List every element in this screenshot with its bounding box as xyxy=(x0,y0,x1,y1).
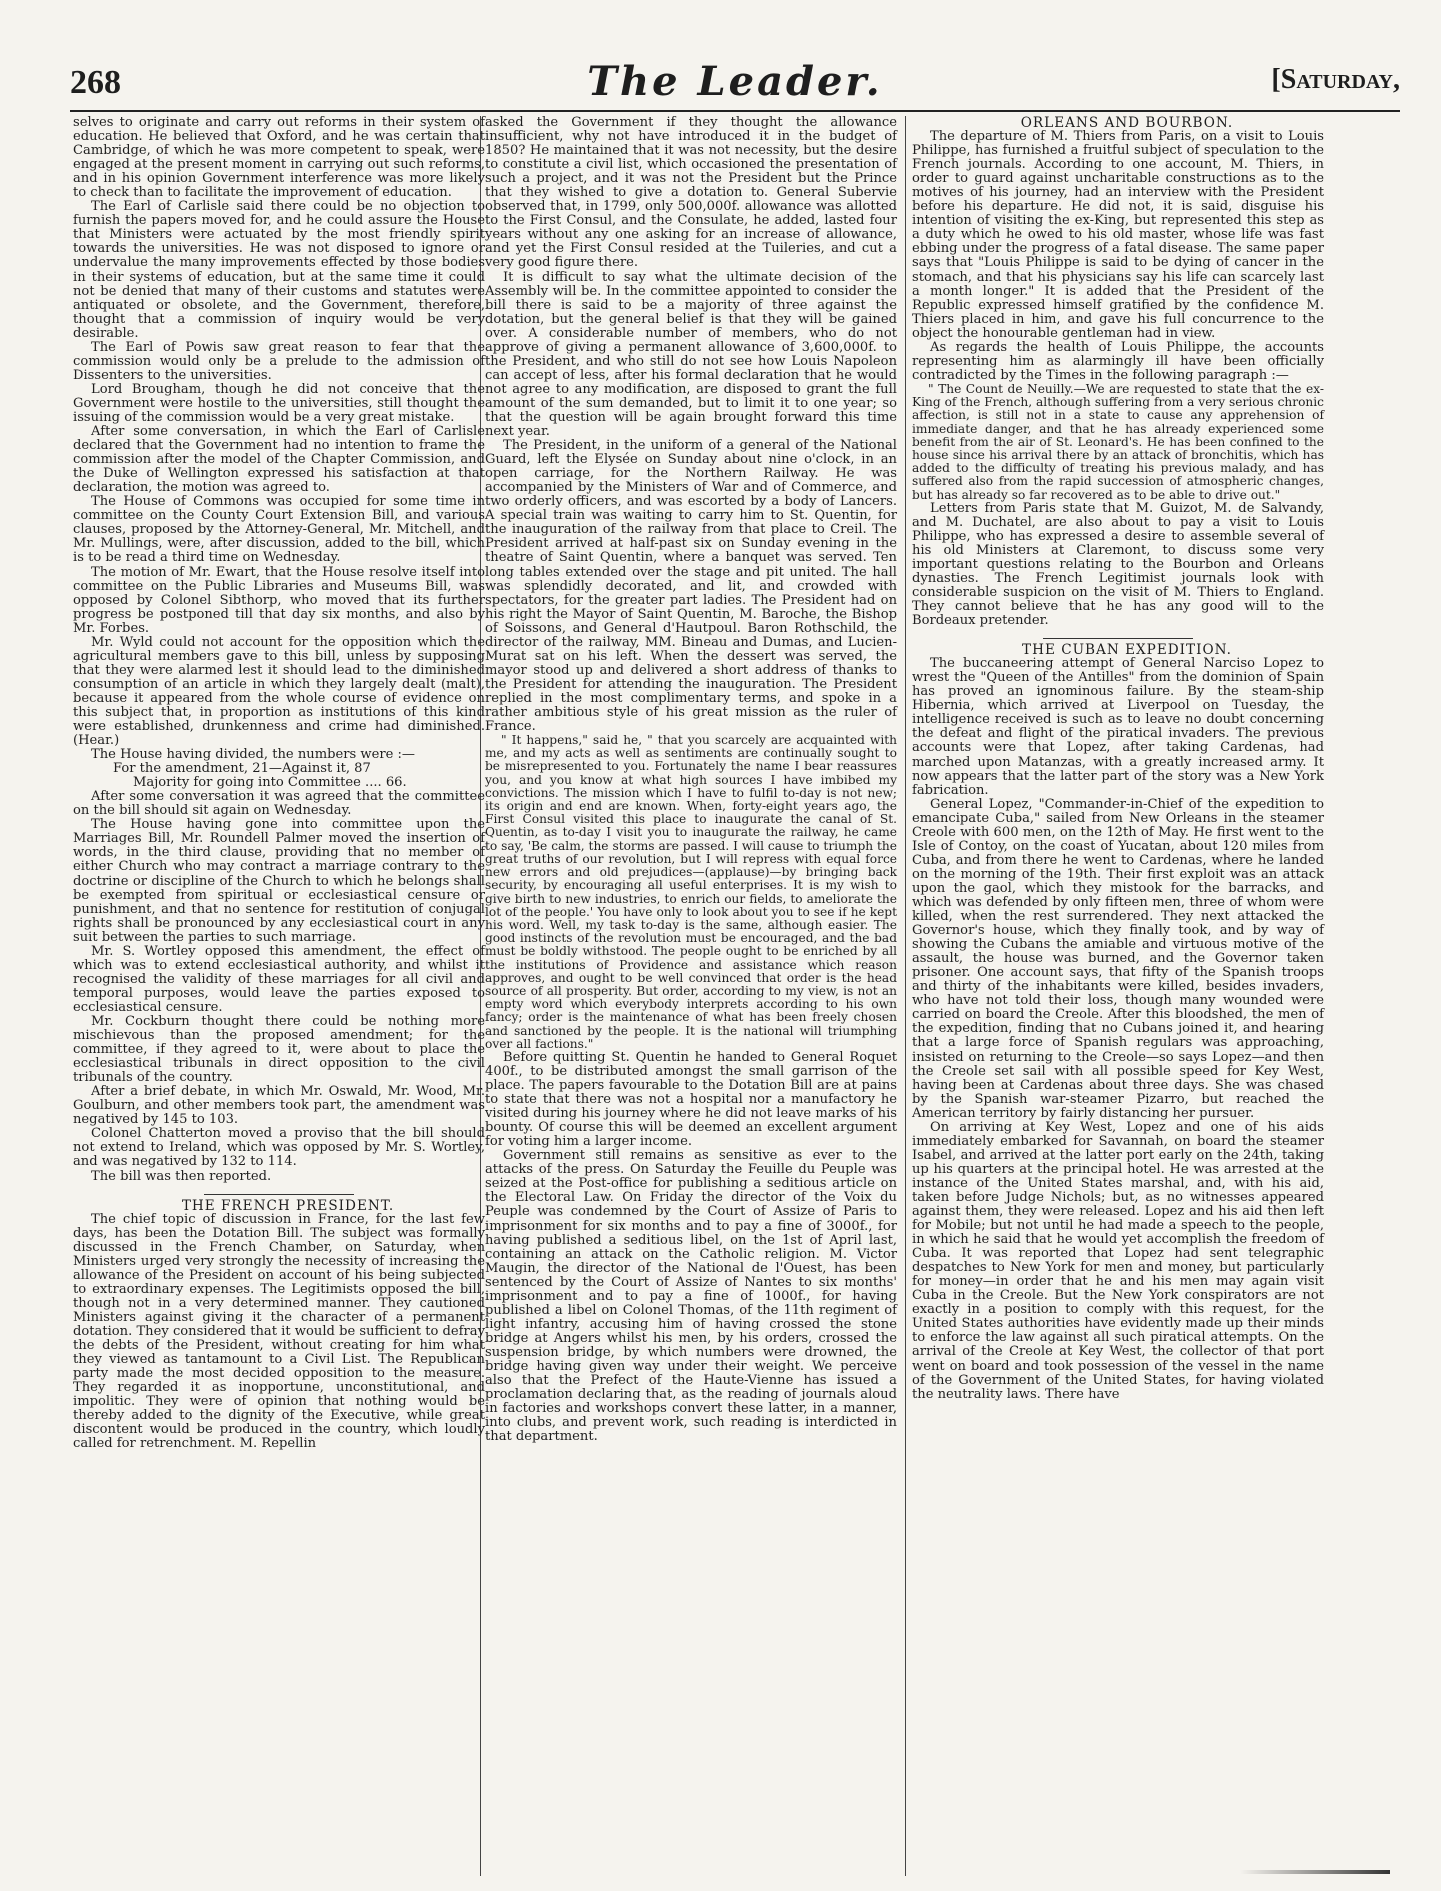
paragraph: On arriving at Key West, Lopez and one of his aids immediately embarked for Savannah, on board the steamer Isabel, and arrived at the latter port early on the 24th, taking up his quarters at the principal hotel. He was arrested at the instance of the United States marshal, and, with his aid, taken before Judge Nichols; but, as no witnesses appeared against them, they were released. Lopez and his aid then left for Mobile; but not until he had made a speech to the people, in which he said that he would yet accomplish the freedom of Cuba. It was reported that Lopez had sent telegraphic despatches to New York for men and money, but particularly for money—in order that he and his men may again visit Cuba in the Creole. But the New York conspirators are not exactly in a position to comply with this request, for the United States authorities have evidently made up their minds to enforce the law against all such piratical attempts. On the arrival of the Creole at Key West, the collector of that port went on board and took possession of the vessel in the name of the Government of the United States, for having violated the neutrality laws. There have xyxy=(912,1119,1324,1402)
paragraph: Mr. S. Wortley opposed this amendment, the effect of which was to extend ecclesiastical authority, and whilst it recognised the validity of these marriages for all civil and temporal purposes, would leave the parties exposed to ecclesiastical censure. xyxy=(73,943,485,1015)
masthead-title: The Leader. xyxy=(587,58,883,105)
paragraph: General Lopez, "Commander-in-Chief of the expedition to emancipate Cuba," sailed from New Orleans in the steamer Creole with 600 men, on the 12th of May. He first went to the Isle of Contoy, on the coast of Yucatan, about 120 miles from Cuba, and from there he went to Cardenas, where he landed on the morning of the 19th. Their first exploit was an attack upon the gaol, which they mistook for the barracks, and which was defended by only fifteen men, three of whom were killed, when the rest surrendered. They next attacked the Governor's house, which they finally took, and by way of showing the Cubans the amiable and virtuous motive of the assault, the house was burned, and the Governor taken prisoner. One account says, that fifty of the Spanish troops and thirty of the inhabitants were killed, besides invaders, who have not told their loss, though many wounded were carried on board the Creole. After this bloodshed, the men of the expedition, finding that no Cubans joined it, and hearing that a large force of Spanish regulars was approaching, insisted on returning to the Creole—so says Lopez—and then the Creole set sail with all possible speed for Key West, having been at Cardenas about three days. She was chased by the Spanish war-steamer Pizarro, but reached the American territory by fairly distancing her pursuer. xyxy=(912,796,1324,1121)
page-header xyxy=(70,58,1400,106)
column-1 xyxy=(73,116,485,1451)
paragraph: The departure of M. Thiers from Paris, on a visit to Louis Philippe, has furnished a fruitful subject of speculation to the French journals. According to one account, M. Thiers, in order to guard against uncharitable constructions as to the motives of his journey, had an interview with the President before his departure. He did not, it is said, disguise his intention of visiting the ex-King, but represented this step as a duty which he owed to his old master, whose life was fast ebbing under the progress of a fatal disease. The same paper says that "Louis Philippe is said to be dying of cancer in the stomach, and that his physicians say his life can scarcely last a month longer." It is added that the President of the Republic expressed himself gratified by the confidence M. Thiers placed in him, and gave his full concurrence to the object the honourable gentleman had in view. xyxy=(912,129,1324,341)
paragraph: The House of Commons was occupied for some time in committee on the County Court Extension Bill, and various clauses, proposed by the Attorney-General, Mr. Mitchell, and Mr. Mullings, were, after discussion, added to the bill, which is to be read a third time on Wednesday. xyxy=(73,494,485,566)
section-title: ORLEANS AND BOURBON. xyxy=(1020,115,1234,131)
quotation: " The Count de Neuilly.—We are requested to state that the ex-King of the French, although suffering from a very serious chronic affection, is still not in a state to cause any apprehension of immediate danger, and that he has already experienced some benefit from the air of St. Leonard's. He has been confined to the house since his arrival there by an attack of bronchitis, which has added to the difficulty of treating his previous malady, and has suffered also from the rapid succession of atmospheric changes, but has already so far recovered as to be able to drive out." xyxy=(912,381,1324,502)
section-title: THE FRENCH PRESIDENT. xyxy=(181,1197,395,1214)
vote-majority: Majority for going into Committee .... 66. xyxy=(133,775,407,791)
section-rule xyxy=(1043,638,1193,639)
paragraph: As regards the health of Louis Philippe, the accounts representing him as alarmingly ill have been officially contradicted by the Times in the following paragraph :— xyxy=(912,339,1324,383)
column-3 xyxy=(912,116,1324,1402)
paragraph: The motion of Mr. Ewart, that the House resolve itself into committee on the Public Libraries and Museums Bill, was opposed by Colonel Sibthorp, who moved that its further progress be postponed till that day six months, and also by Mr. Forbes. xyxy=(73,564,485,636)
section-rule xyxy=(204,1194,354,1195)
quotation: " It happens," said he, " that you scarcely are acquainted with me, and my acts as well as sentiments are continually sought to be misrepresented to you. Fortunately the name I bear reassures you, and you know at what high sources I have imbibed my convictions. The mission which I have to fulfil to-day is not new; its origin and end are known. When, forty-eight years ago, the First Consul visited this place to inaugurate the canal of St. Quentin, as to-day I visit you to inaugurate the railway, he came to say, 'Be calm, the storms are passed. I will cause to triumph the great truths of our revolution, but I will repress with equal force new errors and old prejudices—(applause)—by bringing back security, by encouraging all useful enterprises. It is my wish to give birth to new industries, to enrich our fields, to ameliorate the lot of the people.' You have only to look about you to see if he kept his word. Well, my task to-day is the same, although easier. The good instincts of the revolution must be encouraged, and the bad must be boldly withstood. The people ought to be enriched by all the institutions of Providence and assistance which reason approves, and ought to be well convinced that order is the head source of all prosperity. But order, according to my view, is not an empty word which everybody interprets according to his own fancy; order is the maintenance of what has been freely chosen and sanctioned by the people. It is the national will triumphing over all factions." xyxy=(485,733,897,1051)
paragraph: The Earl of Powis saw great reason to fear that the commission would only be a prelude to the admission of Dissenters to the universities. xyxy=(73,339,485,383)
section-title: THE CUBAN EXPEDITION. xyxy=(1022,642,1232,659)
paragraph: The bill was then reported. xyxy=(91,1168,272,1184)
paragraph: asked the Government if they thought the allowance insufficient, why not have introduced it in the budget of 1850? He maintained that it was not necessity, but the desire to constitute a civil list, which occasioned the presentation of such a project, and it was not the President but the Prince that they wished to give a dotation to. General Subervie observed that, in 1799, only 500,000f. allowance was allotted to the First Consul, and the Consulate, he added, lasted four years without any one asking for an increase of allowance, and yet the First Consul resided at the Tuileries, and cut a very good figure there. xyxy=(485,115,897,271)
paragraph: Lord Brougham, though he did not conceive that the Government were hostile to the universities, still thought the issuing of the commission would be a very great mistake. xyxy=(73,381,485,425)
paragraph: After a brief debate, in which Mr. Oswald, Mr. Wood, Mr. Goulburn, and other members took part, the amendment was negatived by 145 to 103. xyxy=(73,1084,485,1128)
paragraph: After some conversation it was agreed that the committee on the bill should sit again on Wednesday. xyxy=(73,789,485,819)
paragraph: The House having divided, the numbers were :— xyxy=(91,747,416,763)
column-divider xyxy=(905,116,906,1876)
paragraph: It is difficult to say what the ultimate decision of the Assembly will be. In the committee appointed to consider the bill there is said to be a majority of three against the dotation, but the general belief is that they will be gained over. A considerable number of members, who do not approve of giving a permanent allowance of 3,600,000f. to the President, and who still do not see how Louis Napoleon can accept of less, after his formal declaration that he would not agree to any modification, are disposed to grant the full amount of the sum demanded, but to limit it to one year; so that the question will be again brought forward this time next year. xyxy=(485,269,897,440)
header-rule xyxy=(70,110,1400,112)
paragraph: The President, in the uniform of a general of the National Guard, left the Elysée on Sunday about nine o'clock, in an open carriage, for the Northern Railway. He was accompanied by the Ministers of War and of Commerce, and two orderly officers, and was escorted by a body of Lancers. A special train was waiting to carry him to St. Quentin, for the inauguration of the railway from that place to Creil. The President arrived at half-past six on Sunday evening in the theatre of Saint Quentin, where a banquet was served. Ten long tables extended over the stage and pit united. The hall was splendidly decorated, and lit, and crowded with spectators, for the greater part ladies. The President had on his right the Mayor of Saint Quentin, M. Baroche, the Bishop of Soissons, and General d'Hautpoul. Baron Rothschild, the director of the railway, MM. Bineau and Dumas, and Lucien-Murat sat on his left. When the dessert was served, the mayor stood up and delivered a short address of thanks to the President for attending the inauguration. The President replied in the most complimentary terms, and spoke in a rather ambitious style of his great mission as the ruler of France. xyxy=(485,438,897,735)
print-mark xyxy=(1240,1870,1390,1874)
paragraph: Mr. Wyld could not account for the opposition which the agricultural members gave to this bill, unless by supposing that they were alarmed lest it should lead to the diminished consumption of an article in which they largely dealt (malt), because it appeared from the whole course of evidence on this subject that, in proportion as institutions of this kind were established, drunkenness and crime had diminished. (Hear.) xyxy=(73,634,485,749)
paragraph: The buccaneering attempt of General Narciso Lopez to wrest the "Queen of the Antilles" from the dominion of Spain has proved an ignominous failure. By the steam-ship Hibernia, which arrived at Liverpool on Tuesday, the intelligence received is such as to leave no doubt concerning the defeat and flight of the piratical invaders. The previous accounts were that Lopez, after taking Cardenas, had marched upon Matanzas, with a greatly increased army. It now appears that the latter part of the story was a New York fabrication. xyxy=(912,656,1324,798)
paragraph: Colonel Chatterton moved a proviso that the bill should not extend to Ireland, which was opposed by Mr. S. Wortley, and was negatived by 132 to 114. xyxy=(73,1126,485,1170)
paragraph: Before quitting St. Quentin he handed to General Roquet 400f., to be distributed amongst the small garrison of the place. The papers favourable to the Dotation Bill are at pains to state that there was not a hospital nor a manufactory he visited during his journey where he did not leave marks of his bounty. Of course this will be deemed an excellent argument for voting him a larger income. xyxy=(485,1049,897,1150)
paragraph: selves to originate and carry out reforms in their system of education. He believed that Oxford, and he was certain that Cambridge, of which he was more competent to speak, were engaged at the present moment in carrying out such reforms, and in his opinion Government interference was more likely to check than to facilitate the improvement of education. xyxy=(73,115,485,201)
paragraph: After some conversation, in which the Earl of Carlisle declared that the Government had no intention to frame the commission after the model of the Chapter Commission, and the Duke of Wellington expressed his satisfaction at that declaration, the motion was agreed to. xyxy=(73,424,485,496)
paragraph: The House having gone into committee upon the Marriages Bill, Mr. Roundell Palmer moved the insertion of words, in the third clause, providing that no member of either Church who may contract a marriage contrary to the doctrine or discipline of the Church to which he belongs shall be exempted from spiritual or ecclesiastical censure or punishment, and that no sentence for restitution of conjugal rights shall be pronounced by any ecclesiastical court in any suit between the parties to such marriage. xyxy=(73,817,485,945)
page-number: 268 xyxy=(70,64,121,101)
paragraph: Mr. Cockburn thought there could be nothing more mischievous than the proposed amendment; for the committee, if they agreed to it, were about to place the ecclesiastical tribunals in direct opposition to the civil tribunals of the country. xyxy=(73,1014,485,1086)
issue-day: [Saturday, xyxy=(1271,64,1400,95)
paragraph: The chief topic of discussion in France, for the last few days, has been the Dotation Bill. The subject was formally discussed in the French Chamber, on Saturday, when Ministers urged very strongly the necessity of increasing the allowance of the President on account of his being subjected to extraordinary expenses. The Legitimists opposed the bill, though not in a very determined manner. They cautioned Ministers against giving it the character of a permanent dotation. They considered that it would be sufficient to defray the debts of the President, without creating for him what they viewed as tantamount to a Civil List. The Republican party made the most decided opposition to the measure. They regarded it as inopportune, unconstitutional, and impolitic. They were of opinion that nothing would be thereby added to the dignity of the Executive, while great discontent would be produced in the country, which loudly called for retrenchment. M. Repellin xyxy=(73,1211,485,1452)
paragraph: Government still remains as sensitive as ever to the attacks of the press. On Saturday the Feuille du Peuple was seized at the Post-office for publishing a seditious article on the Electoral Law. On Friday the director of the Voix du Peuple was condemned by the Court of Assize of Paris to imprisonment for six months and to pay a fine of 3000f., for having published a seditious libel, on the 1st of April last, containing an attack on the Catholic religion. M. Victor Maugin, the director of the National de l'Ouest, has been sentenced by the Court of Assize of Nantes to six months' imprisonment and to pay a fine of 1000f., for having published a libel on Colonel Thomas, of the 11th regiment of light infantry, accusing him of having crossed the stone bridge at Angers whilst his men, by his orders, crossed the suspension bridge, by which numbers were drowned, the bridge having given way under their weight. We perceive also that the Prefect of the Haute-Vienne has issued a proclamation declaring that, as the reading of journals aloud in factories and workshops convert these latter, in a manner, into clubs, and prevent work, such reading is interdicted in that department. xyxy=(485,1148,897,1445)
paragraph: The Earl of Carlisle said there could be no objection to furnish the papers moved for, and he could assure the House that Ministers were actuated by the most friendly spirit towards the universities. He was not disposed to ignore or undervalue the many improvements effected by those bodies in their systems of education, but at the same time it could not be denied that many of their customs and statutes were antiquated or obsolete, and the Government, therefore, thought that a commission of inquiry would be very desirable. xyxy=(73,199,485,341)
paragraph: Letters from Paris state that M. Guizot, M. de Salvandy, and M. Duchatel, are also about to pay a visit to Louis Philippe, who has expressed a desire to assemble several of his old Ministers at Claremont, to discuss some very important questions relating to the Bourbon and Orleans dynasties. The French Legitimist journals look with considerable suspicion on the visit of M. Thiers to England. They cannot believe that he has any good will to the Bordeaux pretender. xyxy=(912,500,1324,629)
column-2 xyxy=(485,116,897,1444)
vote-result: For the amendment, 21—Against it, 87 xyxy=(113,761,371,777)
